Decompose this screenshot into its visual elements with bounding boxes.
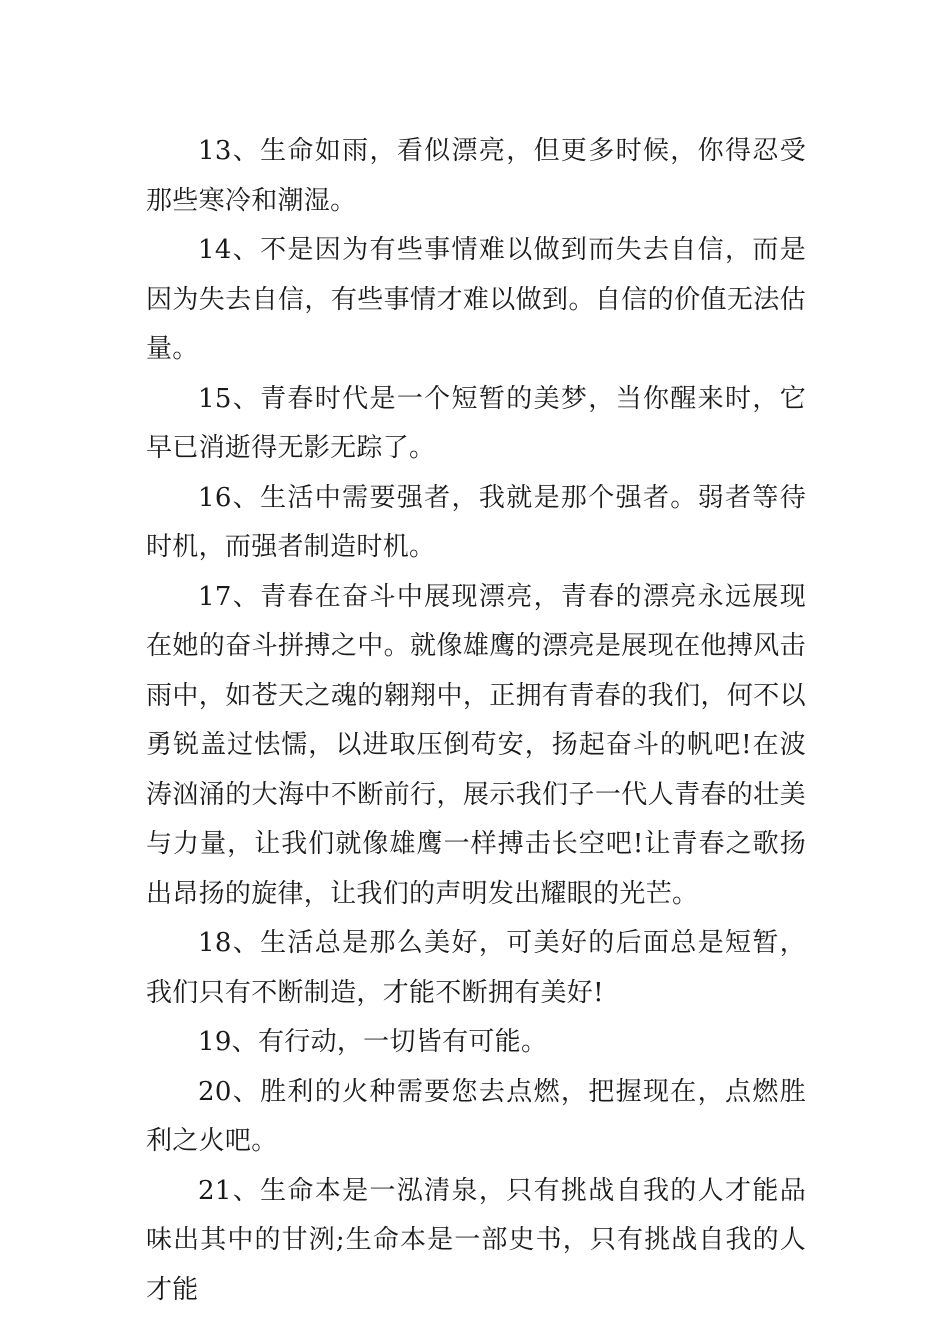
paragraph-21: 21、生命本是一泓清泉，只有挑战自我的人才能品味出其中的甘洌;生命本是一部史书，只有挑战自我的人才能 xyxy=(146,1175,806,1305)
paragraph-15: 15、青春时代是一个短暂的美梦，当你醒来时，它早已消逝得无影无踪了。 xyxy=(146,383,806,463)
paragraph-17: 17、青春在奋斗中展现漂亮，青春的漂亮永远展现在她的奋斗拼搏之中。就像雄鹰的漂亮是展现在他搏风击雨中，如苍天之魂的翱翔中，正拥有青春的我们，何不以勇锐盖过怯懦，以进取压倒苟安，扬起奋斗的帆吧!在波涛汹涌的大海中不断前行，展示我们子一代人青春的壮美与力量，让我们就像雄鹰一样搏击长空吧!让青春之歌扬出昂扬的旋律，让我们的声明发出耀眼的光芒。 xyxy=(146,581,806,909)
paragraph-14: 14、不是因为有些事情难以做到而失去自信，而是因为失去自信，有些事情才难以做到。自信的价值无法估量。 xyxy=(146,235,806,364)
paragraph-13: 13、生命如雨，看似漂亮，但更多时候，你得忍受那些寒冷和潮湿。 xyxy=(146,136,806,216)
paragraph-18: 18、生活总是那么美好，可美好的后面总是短暂，我们只有不断制造，才能不断拥有美好! xyxy=(146,928,806,1008)
paragraph-20: 20、胜利的火种需要您去点燃，把握现在，点燃胜利之火吧。 xyxy=(146,1076,806,1156)
paragraph-16: 16、生活中需要强者，我就是那个强者。弱者等待时机，而强者制造时机。 xyxy=(146,482,806,562)
document-body xyxy=(146,127,806,1315)
paragraph-19: 19、有行动，一切皆有可能。 xyxy=(198,1027,548,1057)
